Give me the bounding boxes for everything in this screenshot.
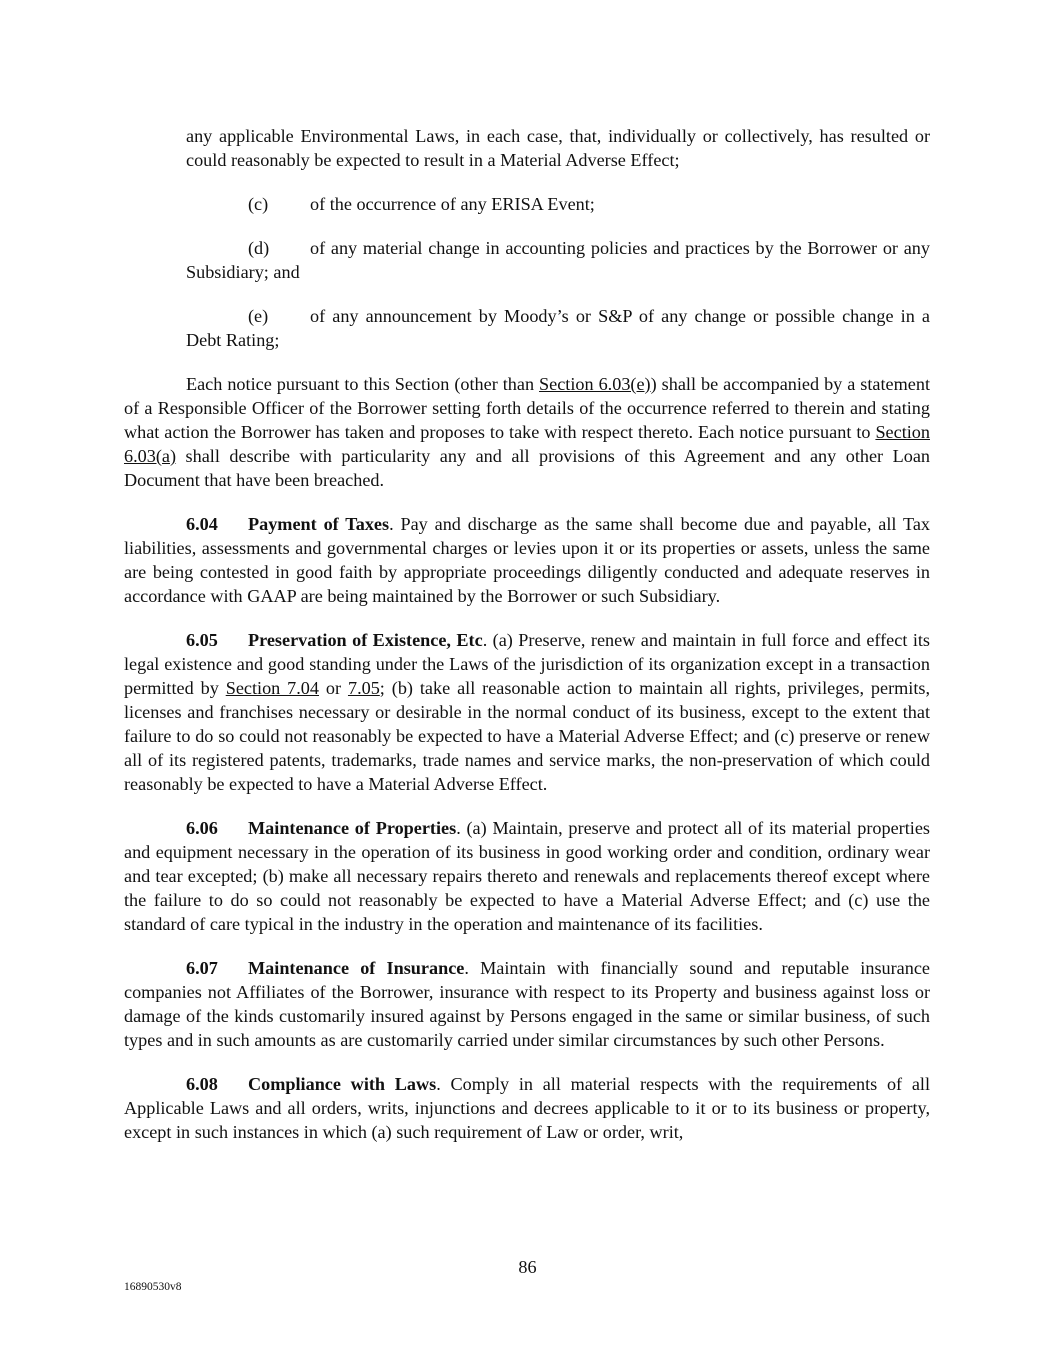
- section-6-06: [124, 816, 930, 936]
- section-text-1: . (a) Preserve, renew and maintain in full force and effect its legal existence and good standing under the Laws of the jurisdiction of its organization except in a transaction permitted by: [124, 630, 931, 698]
- section-text: . Maintain with financially sound and reputable insurance companies not Affiliates of the Borrower, insurance with respect to its Property and business against loss or damage of the kinds customarily insured against by Persons engaged in the same or similar business, of such types and in such amounts as are customarily carried under similar circumstances by such other Persons.: [124, 958, 930, 1050]
- section-text: . Pay and discharge as the same shall become due and payable, all Tax liabilities, assessments and governmental charges or levies upon it or its properties or assets, unless the same are being contested in good faith by appropriate proceedings diligently conducted and adequate reserves in accordance with GAAP are being maintained by the Borrower or such Subsidiary.: [124, 514, 930, 606]
- notice-text-2: ) shall be accompanied by a statement of a Responsible Officer of the Borrower setting forth details of the occurrence referred to therein and stating what action the Borrower has taken and proposes to take with respect thereto. Each notice pursuant to: [124, 374, 930, 442]
- section-6-03-e-link[interactable]: Section 6.03(e): [539, 374, 651, 394]
- section-number: 6.07: [186, 958, 218, 978]
- section-text: . Comply in all material respects with the requirements of all Applicable Laws and all orders, writs, injunctions and decrees applicable to it or to its business or property, except in such instances in which (a) such requirement of Law or order, writ,: [124, 1074, 931, 1142]
- clause-d: [186, 236, 930, 284]
- section-6-03-a-link[interactable]: Section 6.03(a): [124, 422, 930, 466]
- section-text-2: or: [319, 678, 348, 698]
- section-text-3: ; (b) take all reasonable action to maintain all rights, privileges, permits, licenses and franchises necessary or desirable in the normal conduct of its business, except to the extent that failure to do so could not reasonably be expected to have a Material Adverse Effect; and (c) preserve or renew all of its registered patents, trademarks, trade names and service marks, the non-preservation of which could reasonably be expected to have a Material Adverse Effect.: [124, 678, 930, 794]
- section-6-05: [124, 628, 930, 796]
- section-title: Maintenance of Properties: [248, 818, 457, 838]
- clause-e-label: (e): [248, 306, 269, 326]
- notice-paragraph: [124, 372, 930, 492]
- document-id: 16890530v8: [124, 1281, 182, 1293]
- clause-c: [186, 192, 930, 216]
- section-6-07: [124, 956, 930, 1052]
- section-6-08: [124, 1072, 930, 1144]
- section-number: 6.08: [186, 1074, 218, 1094]
- section-number: 6.05: [186, 630, 218, 650]
- section-title: Maintenance of Insurance: [248, 958, 465, 978]
- section-6-04: [124, 512, 930, 608]
- section-7-05-link[interactable]: 7.05: [347, 678, 380, 698]
- clause-e-text: of any announcement by Moody’s or S&P of any change or possible change in a Debt Rating;: [186, 306, 930, 350]
- page-number: 86: [518, 1257, 537, 1277]
- notice-text-3: shall describe with particularity any and all provisions of this Agreement and any other Loan Document that have been breached.: [124, 446, 930, 490]
- clause-c-text: of the occurrence of any ERISA Event;: [310, 194, 595, 214]
- clause-c-label: (c): [248, 194, 269, 214]
- continued-paragraph: any applicable Environmental Laws, in each case, that, individually or collectively, has resulted or could reasonably be expected to result in a Material Adverse Effect;: [186, 126, 930, 170]
- section-title: Preservation of Existence, Etc: [248, 630, 483, 650]
- section-text: . (a) Maintain, preserve and protect all of its material properties and equipment necessary in the operation of its business in good working order and condition, ordinary wear and tear excepted; (b) make all necessary repairs thereto and renewals and replacements thereof except where the failure to do so could not reasonably be expected to have a Material Adverse Effect; and (c) use the standard of care typical in the industry in the operation and maintenance of its facilities.: [124, 818, 930, 934]
- notice-text-1: Each notice pursuant to this Section (other than: [186, 374, 540, 394]
- section-number: 6.06: [186, 818, 218, 838]
- section-7-04-link[interactable]: Section 7.04: [225, 678, 319, 698]
- section-title: Compliance with Laws: [248, 1074, 437, 1094]
- document-page: [124, 124, 930, 1164]
- clause-e: [186, 304, 930, 352]
- section-title: Payment of Taxes: [248, 514, 390, 534]
- clause-d-text: of any material change in accounting policies and practices by the Borrower or any Subsidiary; and: [186, 238, 930, 282]
- section-number: 6.04: [186, 514, 218, 534]
- clause-d-label: (d): [248, 238, 270, 258]
